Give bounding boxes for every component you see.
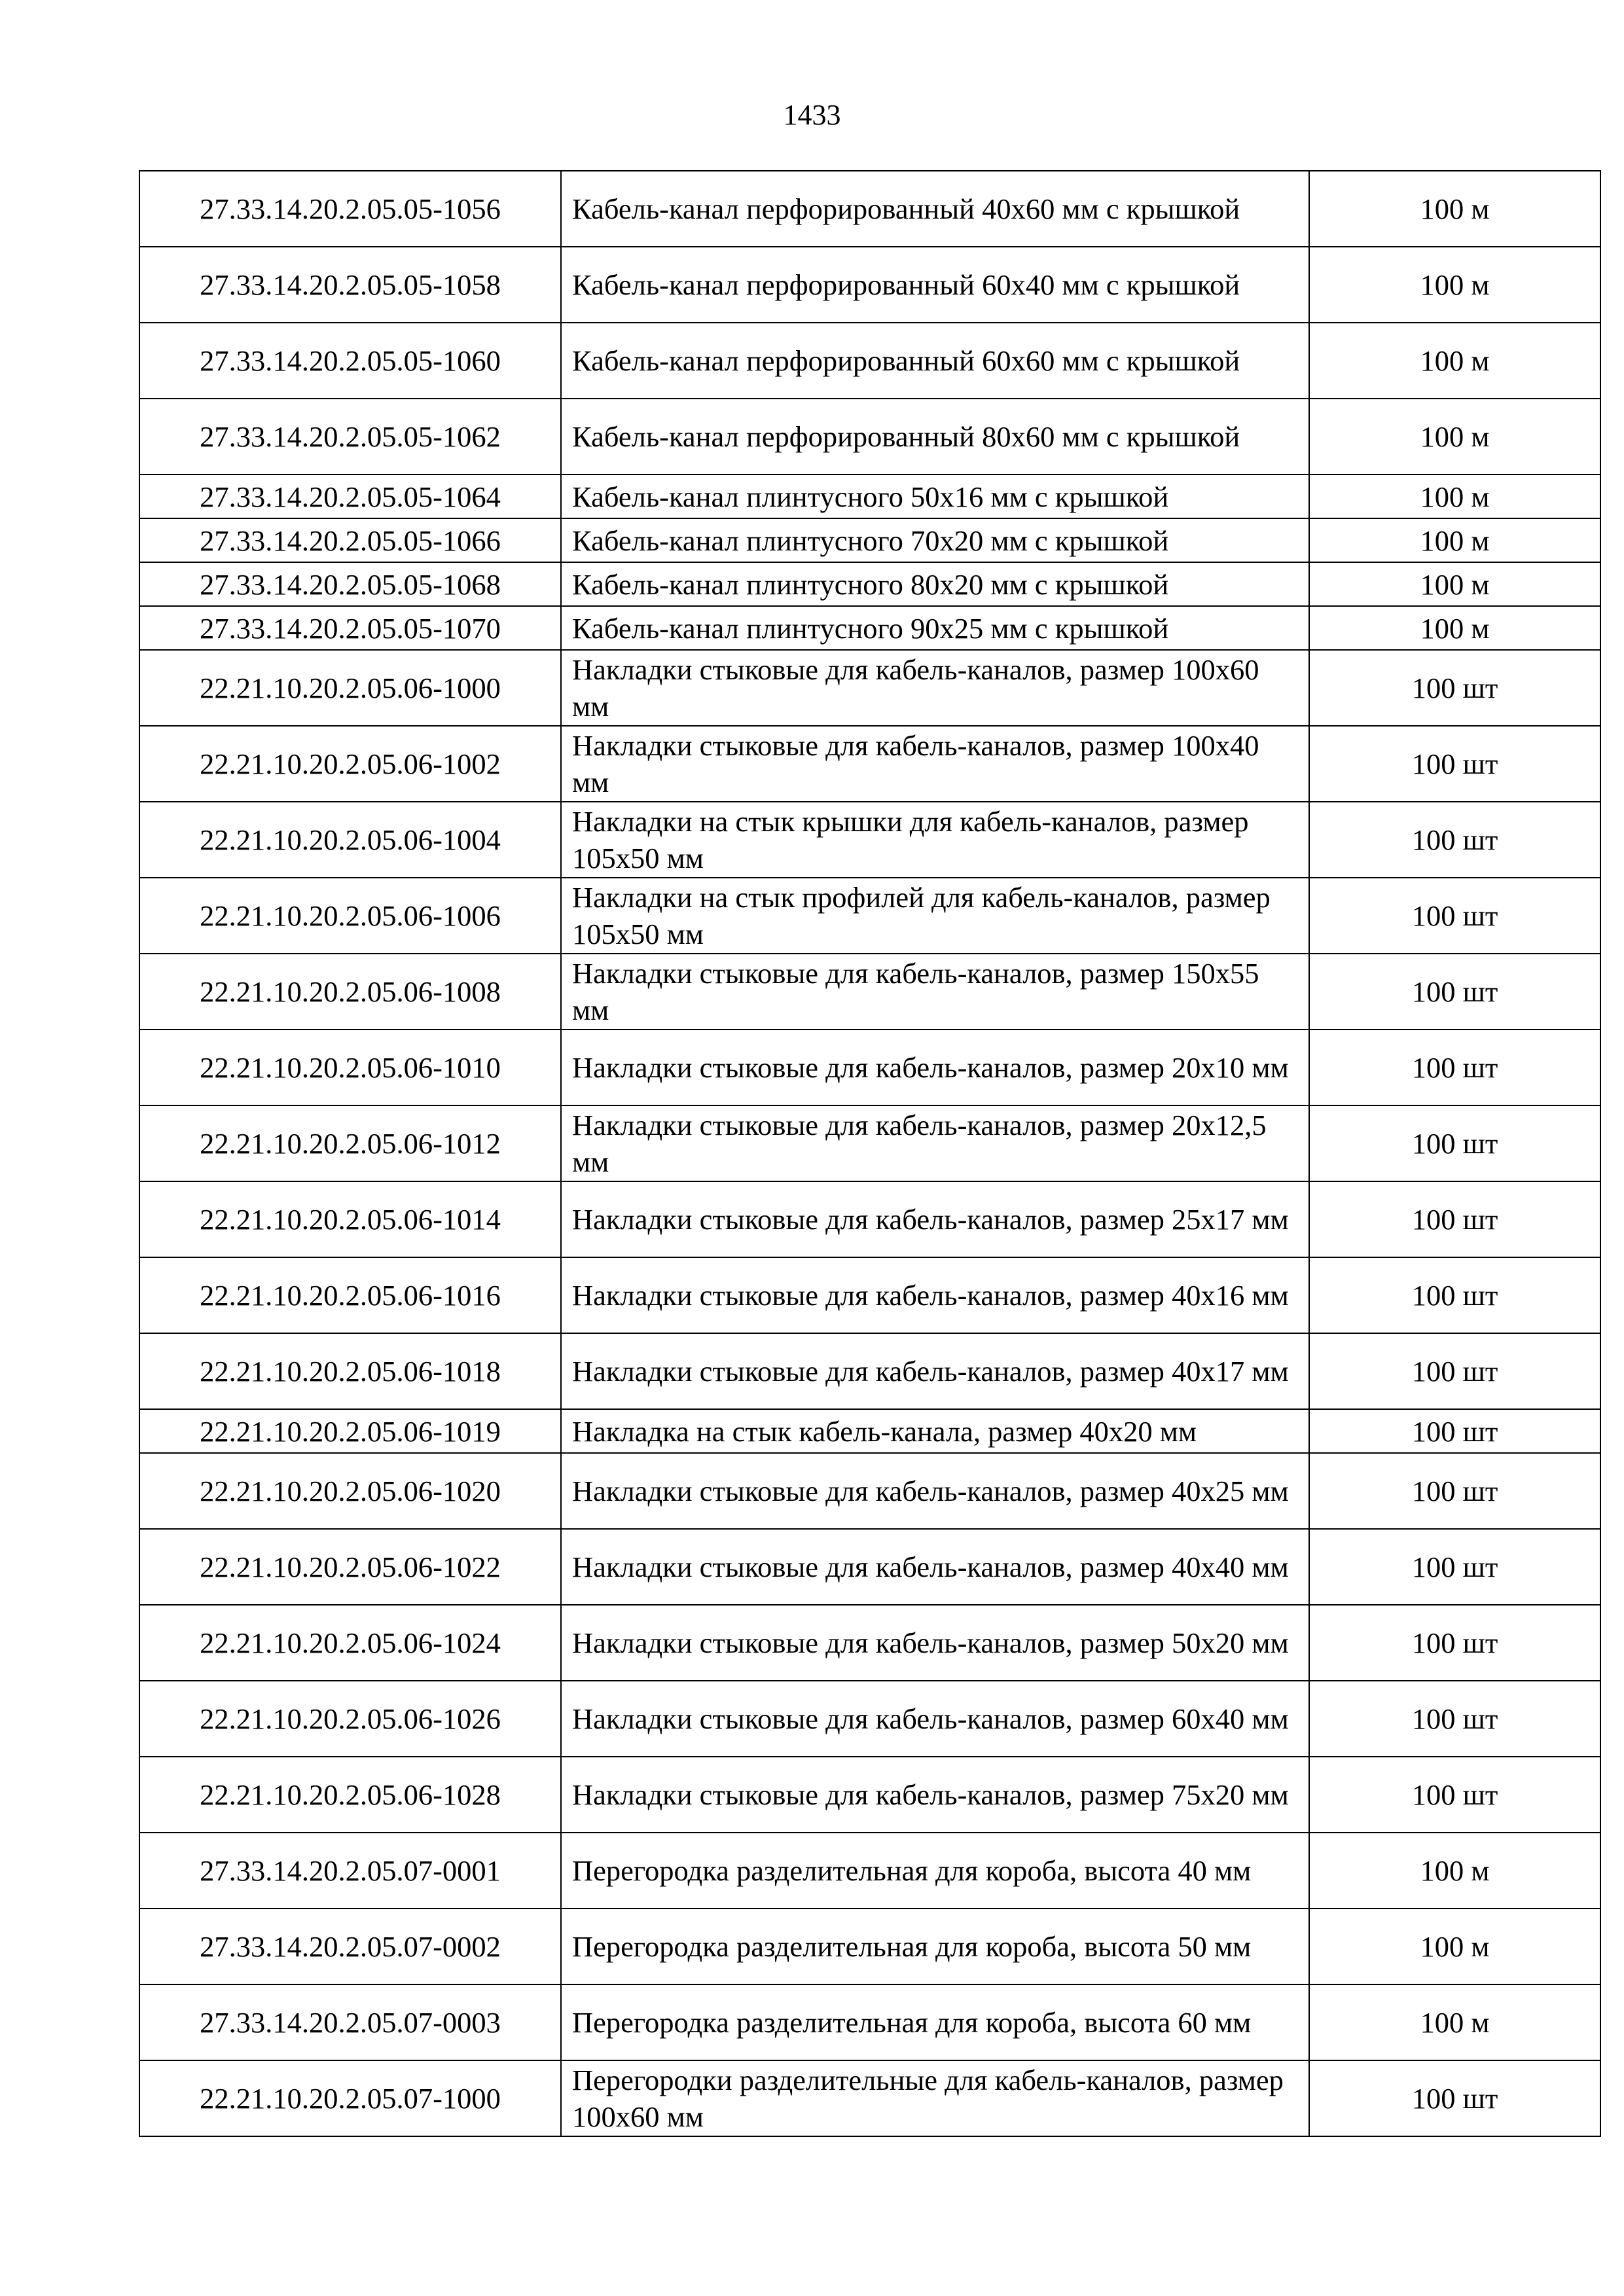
resource-description: Накладки стыковые для кабель-каналов, размер 25х17 мм [561,1181,1309,1257]
resource-code: 22.21.10.20.2.05.06-1008 [139,954,561,1030]
resource-table [139,170,1601,2137]
resource-code: 27.33.14.20.2.05.05-1070 [139,606,561,650]
table-row [139,1681,1600,1757]
resource-code: 27.33.14.20.2.05.05-1064 [139,475,561,518]
unit-of-measure: 100 шт [1309,1333,1600,1409]
unit-of-measure: 100 шт [1309,1453,1600,1529]
table-row [139,1181,1600,1257]
resource-code: 27.33.14.20.2.05.07-0001 [139,1833,561,1909]
resource-description: Перегородка разделительная для короба, высота 40 мм [561,1833,1309,1909]
resource-code: 27.33.14.20.2.05.05-1060 [139,323,561,399]
unit-of-measure: 100 м [1309,1909,1600,1984]
unit-of-measure: 100 шт [1309,954,1600,1030]
resource-description: Накладки стыковые для кабель-каналов, размер 40х40 мм [561,1529,1309,1605]
unit-of-measure: 100 м [1309,1833,1600,1909]
resource-code: 27.33.14.20.2.05.05-1066 [139,518,561,562]
table-row [139,518,1600,562]
table-row [139,878,1600,954]
table-body [139,171,1600,2136]
table-row [139,1105,1600,1181]
resource-code: 22.21.10.20.2.05.06-1014 [139,1181,561,1257]
resource-description: Накладки стыковые для кабель-каналов, размер 75х20 мм [561,1757,1309,1833]
table-row [139,247,1600,323]
resource-description: Накладка на стык кабель-канала, размер 40х20 мм [561,1409,1309,1453]
unit-of-measure: 100 шт [1309,1681,1600,1757]
unit-of-measure: 100 шт [1309,726,1600,802]
resource-description: Кабель-канал плинтусного 80х20 мм с крышкой [561,562,1309,606]
resource-code: 27.33.14.20.2.05.07-0003 [139,1984,561,2060]
table-row [139,1453,1600,1529]
resource-code: 22.21.10.20.2.05.06-1018 [139,1333,561,1409]
unit-of-measure: 100 шт [1309,1181,1600,1257]
resource-code: 27.33.14.20.2.05.05-1058 [139,247,561,323]
resource-description: Кабель-канал плинтусного 70х20 мм с крышкой [561,518,1309,562]
unit-of-measure: 100 шт [1309,1030,1600,1105]
table-row [139,1333,1600,1409]
unit-of-measure: 100 шт [1309,2060,1600,2136]
resource-description: Накладки стыковые для кабель-каналов, размер 40х16 мм [561,1257,1309,1333]
resource-description: Накладки стыковые для кабель-каналов, размер 20х12,5 мм [561,1105,1309,1181]
resource-code: 22.21.10.20.2.05.06-1020 [139,1453,561,1529]
resource-description: Перегородка разделительная для короба, высота 50 мм [561,1909,1309,1984]
unit-of-measure: 100 м [1309,247,1600,323]
table-row [139,1409,1600,1453]
unit-of-measure: 100 шт [1309,1409,1600,1453]
unit-of-measure: 100 шт [1309,878,1600,954]
unit-of-measure: 100 шт [1309,1605,1600,1681]
unit-of-measure: 100 м [1309,1984,1600,2060]
table-row [139,323,1600,399]
unit-of-measure: 100 м [1309,475,1600,518]
resource-code: 22.21.10.20.2.05.06-1019 [139,1409,561,1453]
table-row [139,726,1600,802]
resource-description: Кабель-канал перфорированный 60х60 мм с крышкой [561,323,1309,399]
table-row [139,1909,1600,1984]
table-row [139,171,1600,247]
resource-description: Перегородка разделительная для короба, высота 60 мм [561,1984,1309,2060]
table-row [139,1833,1600,1909]
resource-code: 22.21.10.20.2.05.06-1010 [139,1030,561,1105]
resource-code: 27.33.14.20.2.05.07-0002 [139,1909,561,1984]
unit-of-measure: 100 шт [1309,802,1600,878]
table-row [139,562,1600,606]
unit-of-measure: 100 шт [1309,1257,1600,1333]
resource-description: Кабель-канал плинтусного 50х16 мм с крышкой [561,475,1309,518]
resource-description: Накладки стыковые для кабель-каналов, размер 40х25 мм [561,1453,1309,1529]
unit-of-measure: 100 м [1309,562,1600,606]
table-row [139,399,1600,475]
resource-code: 22.21.10.20.2.05.06-1000 [139,650,561,726]
table-row [139,802,1600,878]
resource-description: Накладки стыковые для кабель-каналов, размер 100х60 мм [561,650,1309,726]
resource-code: 27.33.14.20.2.05.05-1062 [139,399,561,475]
unit-of-measure: 100 м [1309,323,1600,399]
resource-description: Накладки стыковые для кабель-каналов, размер 20х10 мм [561,1030,1309,1105]
resource-code: 27.33.14.20.2.05.05-1056 [139,171,561,247]
table-row [139,954,1600,1030]
unit-of-measure: 100 м [1309,171,1600,247]
table-row [139,650,1600,726]
resource-description: Кабель-канал перфорированный 80х60 мм с крышкой [561,399,1309,475]
unit-of-measure: 100 м [1309,606,1600,650]
resource-description: Кабель-канал перфорированный 40х60 мм с крышкой [561,171,1309,247]
resource-code: 22.21.10.20.2.05.06-1028 [139,1757,561,1833]
resource-description: Кабель-канал плинтусного 90х25 мм с крышкой [561,606,1309,650]
table-row [139,1984,1600,2060]
resource-code: 27.33.14.20.2.05.05-1068 [139,562,561,606]
resource-description: Накладки стыковые для кабель-каналов, размер 60х40 мм [561,1681,1309,1757]
resource-code: 22.21.10.20.2.05.06-1004 [139,802,561,878]
resource-description: Накладки стыковые для кабель-каналов, размер 100х40 мм [561,726,1309,802]
table-row [139,606,1600,650]
table-row [139,1030,1600,1105]
resource-description: Накладки стыковые для кабель-каналов, размер 40х17 мм [561,1333,1309,1409]
resource-description: Кабель-канал перфорированный 60х40 мм с крышкой [561,247,1309,323]
table-row [139,2060,1600,2136]
resource-code: 22.21.10.20.2.05.07-1000 [139,2060,561,2136]
unit-of-measure: 100 шт [1309,1105,1600,1181]
resource-code: 22.21.10.20.2.05.06-1006 [139,878,561,954]
table-row [139,475,1600,518]
resource-code: 22.21.10.20.2.05.06-1012 [139,1105,561,1181]
table-row [139,1257,1600,1333]
resource-code: 22.21.10.20.2.05.06-1024 [139,1605,561,1681]
unit-of-measure: 100 м [1309,518,1600,562]
resource-description: Накладки на стык крышки для кабель-каналов, размер 105х50 мм [561,802,1309,878]
resource-description: Накладки стыковые для кабель-каналов, размер 50х20 мм [561,1605,1309,1681]
resource-description: Накладки на стык профилей для кабель-каналов, размер 105х50 мм [561,878,1309,954]
table-row [139,1529,1600,1605]
resource-code: 22.21.10.20.2.05.06-1026 [139,1681,561,1757]
resource-code: 22.21.10.20.2.05.06-1016 [139,1257,561,1333]
unit-of-measure: 100 шт [1309,1529,1600,1605]
table-row [139,1757,1600,1833]
unit-of-measure: 100 м [1309,399,1600,475]
resource-code: 22.21.10.20.2.05.06-1022 [139,1529,561,1605]
unit-of-measure: 100 шт [1309,650,1600,726]
page-number: 1433 [783,99,841,131]
table-row [139,1605,1600,1681]
resource-description: Накладки стыковые для кабель-каналов, размер 150х55 мм [561,954,1309,1030]
resource-code: 22.21.10.20.2.05.06-1002 [139,726,561,802]
unit-of-measure: 100 шт [1309,1757,1600,1833]
resource-description: Перегородки разделительные для кабель-каналов, размер 100х60 мм [561,2060,1309,2136]
